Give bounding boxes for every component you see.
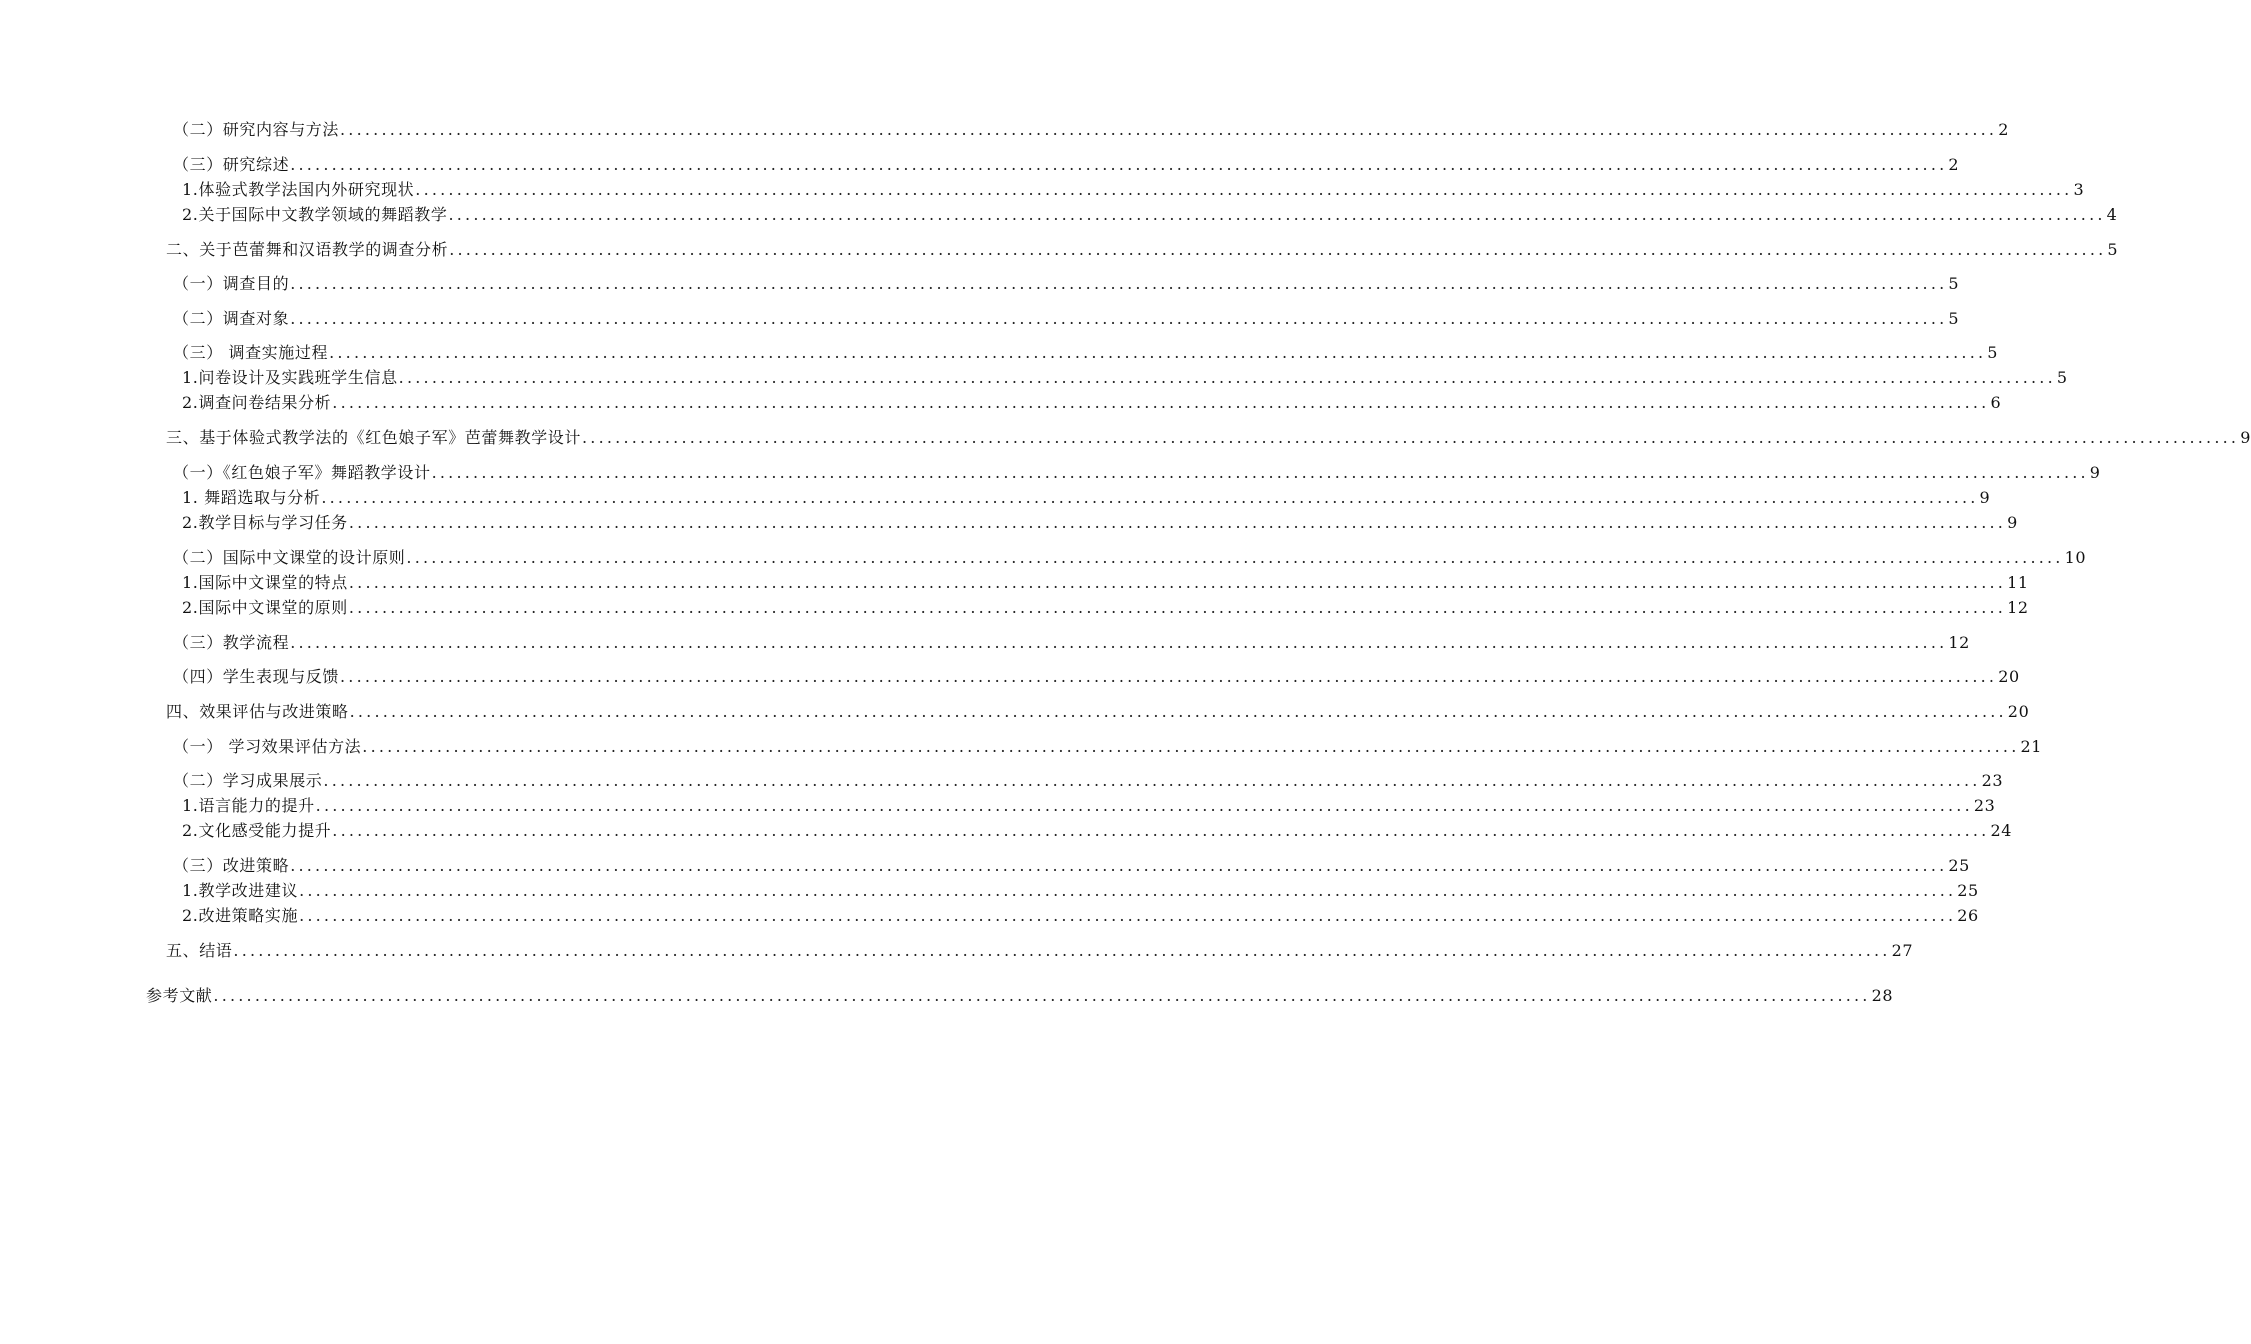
toc-entry (182, 486, 1991, 508)
toc-entry-title: 2.改进策略实施 (182, 906, 299, 925)
toc-dot-leader: ........................................................................................................................................................................................................ (448, 205, 2106, 224)
toc-dot-leader: ........................................................................................................................................................................................................ (299, 881, 1957, 900)
toc-dot-leader: ........................................................................................................................................................................................................ (415, 180, 2073, 199)
toc-entry (166, 939, 1914, 961)
toc-dot-leader: ........................................................................................................................................................................................................ (362, 737, 2020, 756)
toc-entry-page-number: 5 (1948, 274, 1960, 293)
toc-entry-page-number: 12 (1948, 633, 1970, 652)
toc-entry-title: （三）研究综述 (173, 155, 290, 174)
toc-dot-leader: ........................................................................................................................................................................................................ (348, 598, 2007, 617)
toc-entry-page-number: 25 (1948, 856, 1970, 875)
toc-entry-page-number: 9 (1979, 488, 1991, 507)
toc-dot-leader: ........................................................................................................................................................................................................ (323, 771, 1981, 790)
toc-entry-page-number: 2 (1998, 120, 2009, 139)
toc-entry-page-number: 28 (1871, 986, 1894, 1005)
toc-dot-leader: ........................................................................................................................................................................................................ (332, 821, 1990, 840)
toc-entry (173, 854, 1970, 876)
toc-dot-leader: ........................................................................................................................................................................................................ (332, 393, 1990, 412)
toc-entry (182, 366, 2068, 388)
toc-dot-leader: ........................................................................................................................................................................................................ (290, 856, 1948, 875)
toc-entry-page-number: 27 (1891, 941, 1914, 960)
toc-entry (182, 178, 2085, 200)
toc-dot-leader: ........................................................................................................................................................................................................ (406, 548, 2064, 567)
toc-entry-page-number: 5 (2056, 368, 2068, 387)
toc-entry-title: 2.关于国际中文教学领域的舞蹈教学 (182, 205, 448, 224)
toc-entry-title: 参考文献 (146, 986, 213, 1005)
toc-entry-title: 五、结语 (166, 941, 233, 960)
toc-entry-page-number: 20 (1998, 667, 2020, 686)
toc-dot-leader: ........................................................................................................................................................................................................ (398, 368, 2056, 387)
toc-entry (173, 153, 1960, 175)
toc-entry (182, 391, 2002, 413)
toc-dot-leader: ........................................................................................................................................................................................................ (340, 667, 1998, 686)
toc-entry (146, 984, 1894, 1006)
toc-entry-title: （四）学生表现与反馈 (173, 667, 340, 686)
toc-entry-page-number: 4 (2106, 205, 2118, 224)
toc-entry-title: （二）国际中文课堂的设计原则 (173, 548, 406, 567)
toc-entry-title: 2.国际中文课堂的原则 (182, 598, 348, 617)
toc-entry-page-number: 6 (1990, 393, 2002, 412)
toc-entry-page-number: 25 (1957, 881, 1979, 900)
toc-entry-page-number: 5 (1987, 343, 1999, 362)
toc-dot-leader: ........................................................................................................................................................................................................ (233, 941, 1891, 960)
toc-entry-page-number: 3 (2073, 180, 2085, 199)
toc-entry (173, 461, 2101, 483)
toc-dot-leader: ........................................................................................................................................................................................................ (348, 573, 2007, 592)
toc-entry-title: （二）研究内容与方法 (173, 120, 340, 139)
toc-entry (182, 511, 2018, 533)
toc-entry (182, 203, 2118, 225)
toc-entry-title: （二）学习成果展示 (173, 771, 323, 790)
toc-entry (166, 238, 2119, 260)
toc-entry-page-number: 24 (1990, 821, 2013, 840)
toc-entry (166, 426, 2251, 448)
toc-entry (173, 631, 1970, 653)
toc-entry-title: （一）调查目的 (173, 274, 290, 293)
toc-dot-leader: ........................................................................................................................................................................................................ (321, 488, 1979, 507)
toc-entry (173, 769, 2004, 791)
toc-entry (182, 879, 1979, 901)
toc-entry (182, 819, 2013, 841)
toc-dot-leader: ........................................................................................................................................................................................................ (290, 633, 1948, 652)
toc-dot-leader: ........................................................................................................................................................................................................ (299, 906, 1957, 925)
toc-entry-title: 三、基于体验式教学法的《红色娘子军》芭蕾舞教学设计 (166, 428, 582, 447)
toc-entry-page-number: 12 (2007, 598, 2029, 617)
toc-entry (173, 307, 1960, 329)
toc-dot-leader: ........................................................................................................................................................................................................ (582, 428, 2240, 447)
toc-entry-page-number: 23 (1981, 771, 2004, 790)
toc-dot-leader: ........................................................................................................................................................................................................ (431, 463, 2089, 482)
toc-entry-page-number: 5 (2107, 240, 2119, 259)
toc-entry-page-number: 9 (2240, 428, 2251, 447)
toc-entry-title: 1.国际中文课堂的特点 (182, 573, 348, 592)
toc-entry (173, 665, 2020, 687)
toc-entry-title: 四、效果评估与改进策略 (166, 702, 349, 721)
toc-entry-title: 2.教学目标与学习任务 (182, 513, 348, 532)
toc-dot-leader: ........................................................................................................................................................................................................ (290, 274, 1948, 293)
toc-entry (173, 735, 2043, 757)
toc-entry (182, 596, 2029, 618)
toc-entry-page-number: 21 (2020, 737, 2043, 756)
toc-entry-title: （一）《红色娘子军》舞蹈教学设计 (173, 463, 431, 482)
toc-entry-title: （二）调查对象 (173, 309, 290, 328)
toc-dot-leader: ........................................................................................................................................................................................................ (315, 796, 1973, 815)
toc-entry-page-number: 10 (2064, 548, 2087, 567)
toc-entry-title: 2.调查问卷结果分析 (182, 393, 332, 412)
toc-dot-leader: ........................................................................................................................................................................................................ (340, 120, 1998, 139)
toc-entry (182, 904, 1979, 926)
toc-entry (182, 794, 1996, 816)
toc-dot-leader: ........................................................................................................................................................................................................ (349, 702, 2007, 721)
toc-entry-title: 2.文化感受能力提升 (182, 821, 332, 840)
toc-entry-title: 1.教学改进建议 (182, 881, 299, 900)
toc-dot-leader: ........................................................................................................................................................................................................ (213, 986, 1871, 1005)
toc-entry-title: （三）教学流程 (173, 633, 290, 652)
toc-dot-leader: ........................................................................................................................................................................................................ (348, 513, 2007, 532)
toc-entry (173, 118, 2009, 140)
toc-entry-title: 1.问卷设计及实践班学生信息 (182, 368, 398, 387)
toc-entry-title: 1.语言能力的提升 (182, 796, 315, 815)
toc-entry-page-number: 9 (2007, 513, 2018, 532)
toc-entry-title: 二、关于芭蕾舞和汉语教学的调查分析 (166, 240, 449, 259)
toc-entry-page-number: 20 (2007, 702, 2030, 721)
toc-entry-page-number: 2 (1948, 155, 1960, 174)
toc-dot-leader: ........................................................................................................................................................................................................ (290, 155, 1948, 174)
toc-entry (182, 571, 2029, 593)
toc-entry-page-number: 23 (1973, 796, 1996, 815)
toc-entry-page-number: 11 (2007, 573, 2029, 592)
toc-entry-title: （三）改进策略 (173, 856, 290, 875)
toc-entry (173, 272, 1960, 294)
toc-entry-page-number: 5 (1948, 309, 1960, 328)
toc-dot-leader: ........................................................................................................................................................................................................ (290, 309, 1948, 328)
toc-entry-title: （一） 学习效果评估方法 (173, 737, 362, 756)
toc-entry-page-number: 9 (2089, 463, 2101, 482)
toc-entry-title: 1.体验式教学法国内外研究现状 (182, 180, 415, 199)
toc-entry (173, 546, 2087, 568)
toc-dot-leader: ........................................................................................................................................................................................................ (449, 240, 2107, 259)
toc-dot-leader: ........................................................................................................................................................................................................ (329, 343, 1987, 362)
toc-entry (173, 341, 1999, 363)
toc-entry (166, 700, 2030, 722)
toc-entry-title: 1. 舞蹈选取与分析 (182, 488, 321, 507)
toc-entry-title: （三） 调查实施过程 (173, 343, 329, 362)
toc-entry-page-number: 26 (1957, 906, 1979, 925)
